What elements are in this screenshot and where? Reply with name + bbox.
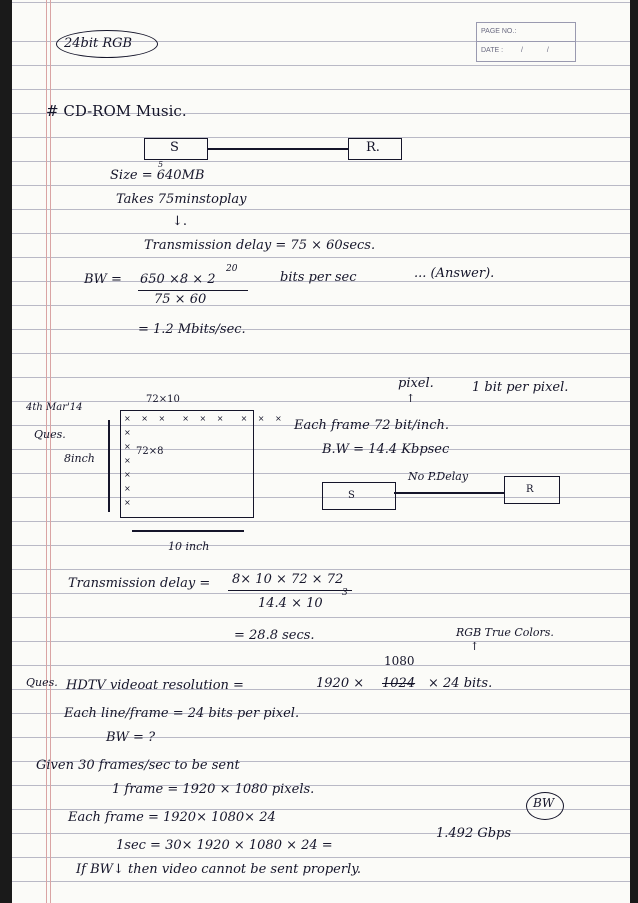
bw-circle-text: BW bbox=[533, 796, 555, 810]
trans-exponent: 3 bbox=[342, 588, 348, 598]
hdtv-value: 1920 × bbox=[316, 676, 365, 691]
ques-label: Ques. bbox=[34, 428, 66, 441]
date-field bbox=[477, 42, 575, 60]
pixel-1: × bbox=[124, 428, 131, 437]
sender-label: S bbox=[170, 140, 179, 155]
one-frame: 1 frame = 1920 × 1080 pixels. bbox=[112, 782, 315, 797]
rgb-arrow: ↑ bbox=[470, 640, 480, 653]
bw-question: BW = ? bbox=[106, 730, 156, 745]
fraction-bar bbox=[138, 290, 248, 291]
down-arrow: ↓. bbox=[172, 214, 188, 229]
size-line: Size = 640MB bbox=[110, 168, 205, 183]
transmission-delay: Transmission delay = 75 × 60secs. bbox=[144, 238, 376, 253]
bandwidth-note: If BW↓ then video cannot be sent properly. bbox=[76, 862, 361, 877]
pixel-6: × bbox=[124, 498, 131, 507]
sender-box-2 bbox=[322, 482, 396, 510]
brace-left bbox=[108, 420, 110, 512]
bw-numerator: 650 ×8 × 2 bbox=[140, 272, 216, 287]
bw-label: BW = bbox=[84, 272, 122, 287]
date-sep-1: / bbox=[521, 47, 523, 54]
pixel-row: × × × × × × × × × bbox=[124, 414, 286, 423]
size-correction: 5 bbox=[158, 160, 164, 169]
fraction-bar-2 bbox=[228, 590, 352, 591]
cd-rom-heading: # CD-ROM Music. bbox=[46, 102, 187, 120]
each-frame-calc: Each frame = 1920× 1080× 24 bbox=[68, 810, 276, 825]
given-line: Given 30 frames/sec to be sent bbox=[36, 758, 240, 773]
trans-result: = 28.8 secs. bbox=[234, 628, 315, 643]
bw-unit: bits per sec bbox=[280, 270, 357, 285]
hdtv-line: HDTV videoat resolution = bbox=[66, 678, 244, 693]
trans-delay-label: Transmission delay = bbox=[68, 576, 211, 591]
pixel-4: × bbox=[124, 470, 131, 479]
rgb-note: RGB True Colors. bbox=[456, 626, 554, 639]
pixel-arrow: ↑ bbox=[406, 392, 416, 405]
trans-numerator: 8× 10 × 72 × 72 bbox=[232, 572, 344, 587]
brace-bottom bbox=[132, 530, 244, 532]
no-delay: No P.Delay bbox=[408, 470, 469, 483]
pixel-label: pixel. bbox=[398, 376, 434, 391]
dim-left: 8inch bbox=[64, 452, 95, 465]
dim-top: 72×10 bbox=[146, 394, 180, 405]
pixel-2: × bbox=[124, 442, 131, 451]
pixel-5: × bbox=[124, 484, 131, 493]
pixel-3: × bbox=[124, 456, 131, 465]
frame-box bbox=[120, 410, 254, 518]
takes-line: Takes 75minstoplay bbox=[116, 192, 247, 207]
link-line-2 bbox=[394, 492, 504, 494]
dim-inner: 72×8 bbox=[136, 446, 164, 457]
ques-label-2: Ques. bbox=[26, 676, 58, 689]
bw-exponent: 20 bbox=[226, 264, 238, 274]
struck-value: 1024 bbox=[382, 676, 416, 691]
receiver-label: R. bbox=[366, 140, 380, 155]
date-note: 4th Mar'14 bbox=[26, 402, 83, 413]
page-no-label: PAGE NO.: bbox=[477, 23, 575, 42]
receiver-label-2: R bbox=[526, 484, 534, 495]
trans-denominator: 14.4 × 10 bbox=[258, 596, 323, 611]
page-title: 24bit RGB bbox=[64, 36, 133, 51]
link-line bbox=[208, 148, 348, 150]
bw-rate: B.W = 14.4 Kbpsec bbox=[322, 442, 450, 457]
each-line: Each line/frame = 24 bits per pixel. bbox=[64, 706, 300, 721]
date-label: DATE : bbox=[481, 47, 504, 54]
each-frame-bits: Each frame 72 bit/inch. bbox=[294, 418, 450, 433]
gbps-result: 1.492 Gbps bbox=[436, 826, 512, 841]
resolution-correction: 1080 bbox=[384, 654, 415, 668]
one-sec-calc: 1sec = 30× 1920 × 1080 × 24 = bbox=[116, 838, 333, 853]
page-header-box bbox=[476, 22, 576, 62]
notebook-page bbox=[12, 0, 630, 903]
hdtv-tail: × 24 bits. bbox=[428, 676, 493, 691]
date-sep-2: / bbox=[546, 47, 549, 54]
answer-note: ... (Answer). bbox=[414, 266, 495, 281]
sender-label-2: S bbox=[348, 490, 355, 501]
dim-bottom: 10 inch bbox=[168, 540, 210, 553]
bit-per-pixel: 1 bit per pixel. bbox=[472, 380, 569, 395]
bw-result: = 1.2 Mbits/sec. bbox=[138, 322, 246, 337]
bw-denominator: 75 × 60 bbox=[154, 292, 207, 307]
